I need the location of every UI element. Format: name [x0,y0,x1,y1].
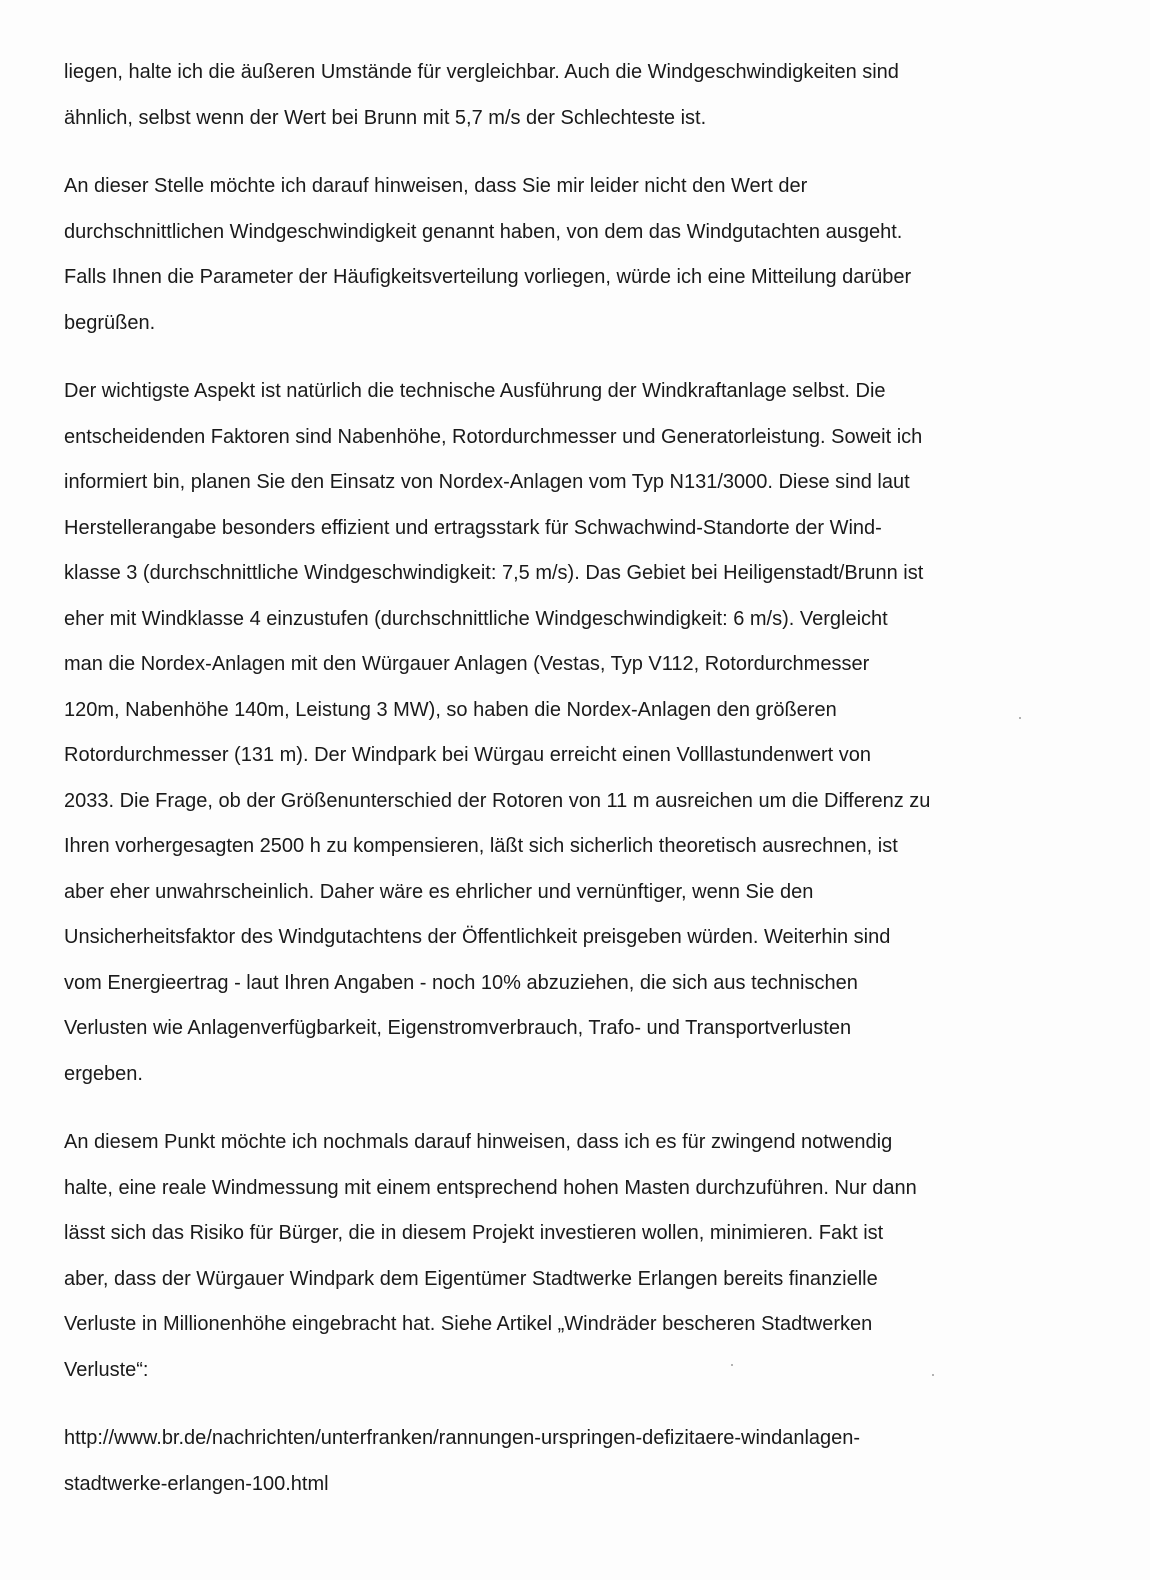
text-line: man die Nordex-Anlagen mit den Würgauer Anlagen (Vestas, Typ V112, Rotordurchmesser [64,653,870,675]
text-line: Herstellerangabe besonders effizient und ertragsstark für Schwachwind-Standorte der Wind- [64,516,882,539]
text-line: ähnlich, selbst wenn der Wert bei Brunn mit 5,7 m/s der Schlechteste ist. [64,106,707,129]
text-line: Verluste in Millionenhöhe eingebracht hat. Siehe Artikel „Windräder bescheren Stadtwerken [64,1313,873,1335]
paragraph [64,369,1054,1097]
text-line: begrüßen. [64,311,156,334]
text-line: stadtwerke-erlangen-100.html [64,1472,329,1495]
paragraph [64,50,1054,141]
text-line: liegen, halte ich die äußeren Umstände für vergleichbar. Auch die Windgeschwindigkeiten sind [64,61,899,83]
paragraph [64,164,1054,346]
scan-speck [932,1374,934,1376]
text-line: entscheidenden Faktoren sind Nabenhöhe, Rotordurchmesser und Generatorleistung. Soweit ich [64,425,923,448]
text-line: An diesem Punkt möchte ich nochmals darauf hinweisen, dass ich es für zwingend notwendig [64,1131,893,1153]
text-line: http://www.br.de/nachrichten/unterfranken/rannungen-urspringen-defizitaere-windanlagen- [64,1427,861,1449]
text-line: aber, dass der Würgauer Windpark dem Eigentümer Stadtwerke Erlangen bereits finanzielle [64,1267,878,1290]
text-line: 120m, Nabenhöhe 140m, Leistung 3 MW), so haben die Nordex-Anlagen den größeren [64,698,837,721]
text-line: 2033. Die Frage, ob der Größenunterschied der Rotoren von 11 m ausreichen um die Differenz zu [64,789,931,812]
text-line: durchschnittlichen Windgeschwindigkeit genannt haben, von dem das Windgutachten ausgeht. [64,220,903,243]
text-line: Verlusten wie Anlagenverfügbarkeit, Eigenstromverbrauch, Trafo- und Transportverlusten [64,1017,852,1039]
scan-speck [1019,717,1021,719]
scan-speck [731,1364,733,1366]
text-line: ergeben. [64,1062,143,1085]
paragraph [64,1120,1054,1393]
text-line: Rotordurchmesser (131 m). Der Windpark bei Würgau erreicht einen Volllastundenwert von [64,744,872,766]
text-line: Verluste“: [64,1358,149,1381]
text-line: lässt sich das Risiko für Bürger, die in diesem Projekt investieren wollen, minimieren. Fakt ist [64,1222,884,1244]
paragraph [64,1416,1054,1507]
text-line: vom Energieertrag - laut Ihren Angaben - noch 10% abzuziehen, die sich aus technischen [64,971,858,994]
letter-body [64,50,1054,1530]
text-line: informiert bin, planen Sie den Einsatz von Nordex-Anlagen vom Typ N131/3000. Diese sind laut [64,471,910,493]
text-line: aber eher unwahrscheinlich. Daher wäre es ehrlicher und vernünftiger, wenn Sie den [64,880,814,903]
text-line: eher mit Windklasse 4 einzustufen (durchschnittliche Windgeschwindigkeit: 6 m/s). Vergleicht [64,607,888,630]
text-line: Ihren vorhergesagten 2500 h zu kompensieren, läßt sich sicherlich theoretisch ausrechnen, ist [64,835,898,857]
text-line: klasse 3 (durchschnittliche Windgeschwindigkeit: 7,5 m/s). Das Gebiet bei Heiligenstadt/Brunn ist [64,562,924,584]
text-line: Unsicherheitsfaktor des Windgutachtens der Öffentlichkeit preisgeben würden. Weiterhin sind [64,926,891,948]
text-line: Falls Ihnen die Parameter der Häufigkeitsverteilung vorliegen, würde ich eine Mitteilung darüber [64,266,912,288]
text-line: An dieser Stelle möchte ich darauf hinweisen, dass Sie mir leider nicht den Wert der [64,175,808,197]
text-line: Der wichtigste Aspekt ist natürlich die technische Ausführung der Windkraftanlage selbst. Die [64,380,886,402]
text-line: halte, eine reale Windmessung mit einem entsprechend hohen Masten durchzuführen. Nur dann [64,1176,917,1199]
